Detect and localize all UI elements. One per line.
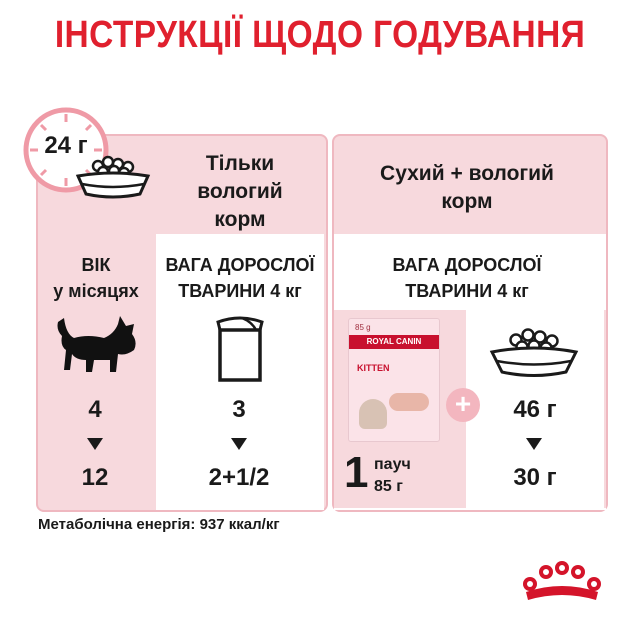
wet-only-header [170,150,310,234]
adult-weight-right-line1: ВАГА ДОРОСЛОЇ [392,255,542,275]
pouch-unit-label: пауч [374,456,411,473]
dry-food-from-value: 46 г [513,396,557,423]
wet-only-header-line3: корм [214,208,266,231]
pouch-qty-from-value: 3 [232,396,246,423]
age-from-value: 4 [88,396,102,423]
metabolic-energy-note: Метаболічна енергія: 937 ккал/кг [38,516,280,533]
dry-plus-wet-header-line2: корм [441,190,493,213]
age-to-value: 12 [81,464,109,491]
pouch-kitten-image [359,399,387,429]
plus-icon: + [446,388,480,422]
dry-plus-wet-header-line1: Сухий + вологий [380,162,554,185]
pouch-outline-icon [212,312,268,384]
adult-weight-line2: ТВАРИНИ 4 кг [178,281,302,301]
age-label-line2: у місяцях [53,281,139,301]
age-arrow-down-icon [87,438,103,450]
page-title: ІНСТРУКЦІЇ ЩОДО ГОДУВАННЯ [54,14,586,56]
pouch-package-weight: 85 g [355,323,371,332]
dry-food-arrow-down-icon [526,438,542,450]
pouch-qty-arrow-down-icon [231,438,247,450]
adult-weight-line1: ВАГА ДОРОСЛОЇ [165,255,315,275]
pouch-brand-name: ROYAL CANIN [366,337,422,346]
adult-weight-right-line2: ТВАРИНИ 4 кг [405,281,529,301]
wet-only-header-line2: вологий [197,180,283,203]
clock-amount-label: 24 г [44,132,88,159]
bowl-icon [70,150,156,202]
dry-food-bowl-icon [484,322,584,382]
adult-weight-label-left [158,252,322,304]
dry-food-to-value: 30 г [513,464,557,491]
kitten-pouch-product-image [348,318,440,442]
adult-weight-label-right [340,252,594,304]
pouch-qty-to-value: 2+1/2 [208,464,270,491]
age-label-line1: ВІК [81,255,111,275]
kitten-icon [54,316,144,378]
pouch-product-name: KITTEN [357,363,390,373]
pouch-food-image [389,393,429,411]
pouch-weight-label: 85 г [374,478,403,495]
pouch-count-value: 1 [344,448,369,497]
age-label [40,252,152,304]
wet-only-header-line1: Тільки [205,152,275,175]
dry-plus-wet-header [340,160,594,216]
royal-canin-crown-logo [516,558,608,604]
